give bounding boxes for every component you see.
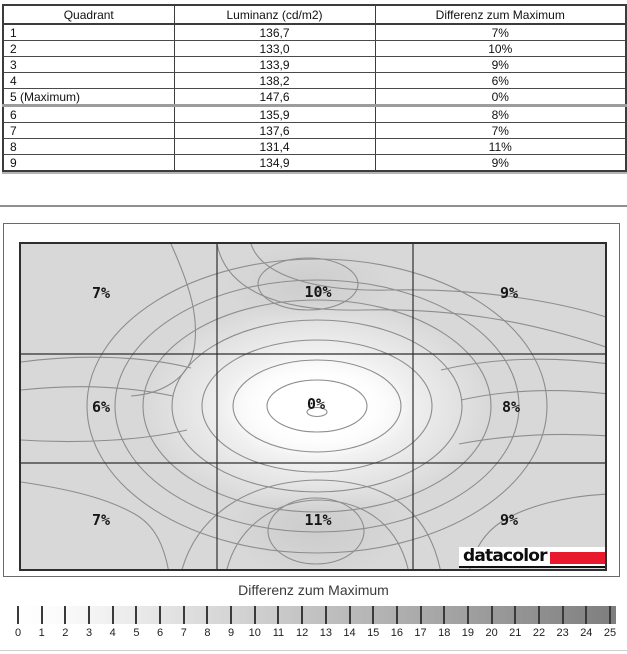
table-header-row [3,5,626,24]
quadrant-cell: 2 [3,41,174,57]
colorbar-tick-label: 20 [485,627,498,639]
luminance-cell: 136,7 [174,24,375,41]
colorbar-tick [349,606,351,624]
colorbar-tick [538,606,540,624]
colorbar-tick [396,606,398,624]
colorbar-tick-label: 3 [85,627,93,639]
diff-cell: 9% [375,155,626,172]
colorbar-tick [206,606,208,624]
luminance-cell: 147,6 [174,89,375,106]
header-quadrant: Quadrant [3,5,174,24]
quadrant-8-diff-label: 11% [304,511,332,529]
header-diff: Differenz zum Maximum [375,5,626,24]
quadrant-cell: 4 [3,73,174,89]
table-row [3,89,626,106]
colorbar-tick [230,606,232,624]
uniformity-table [2,4,627,172]
table-row [3,139,626,155]
colorbar-tick [609,606,611,624]
table-bottom-rule [0,205,627,207]
quadrant-2-diff-label: 10% [304,283,332,301]
colorbar-gradient [12,606,616,624]
luminance-cell: 133,0 [174,41,375,57]
colorbar-tick [112,606,114,624]
table-row [3,73,626,89]
colorbar-tick [420,606,422,624]
diff-cell: 6% [375,73,626,89]
luminance-cell: 133,9 [174,57,375,73]
quadrant-1-diff-label: 7% [91,284,111,302]
luminance-cell: 134,9 [174,155,375,172]
colorbar-tick [135,606,137,624]
quadrant-4-diff-label: 6% [91,398,111,416]
bottom-rule [0,650,627,651]
colorbar-tick [183,606,185,624]
colorbar-tick-label: 6 [157,627,164,639]
colorbar-tick-label: 4 [109,627,116,639]
diff-cell: 11% [375,139,626,155]
colorbar-tick-label: 9 [228,627,235,639]
diff-cell: 7% [375,123,626,139]
colorbar-tick [372,606,374,624]
quadrant-cell: 6 [3,106,174,123]
colorbar-tick-label: 7 [180,627,187,639]
colorbar-tick-label: 15 [367,627,380,639]
colorbar-tick-label: 17 [414,627,427,639]
colorbar-tick-label: 23 [556,627,569,639]
colorbar-tick [88,606,90,624]
colorbar-tick [514,606,516,624]
table-row [3,24,626,41]
colorbar-tick-label: 21 [509,627,522,639]
colorbar-tick [254,606,256,624]
colorbar-tick-label: 0 [14,627,22,639]
quadrant-cell: 8 [3,139,174,155]
colorbar-tick [64,606,66,624]
colorbar-tick [301,606,303,624]
colorbar-tick-label: 18 [438,627,451,639]
colorbar-tick [562,606,564,624]
colorbar-tick [41,606,43,624]
colorbar-tick-label: 24 [580,627,593,639]
colorbar-tick-label: 14 [343,627,356,639]
colorbar-tick-label: 5 [133,627,140,639]
table-row [3,41,626,57]
quadrant-6-diff-label: 8% [501,398,521,416]
colorbar-tick [491,606,493,624]
colorbar-tick-label: 12 [296,627,309,639]
colorbar-tick [467,606,469,624]
colorbar-tick [159,606,161,624]
table-row [3,57,626,73]
datacolor-logo [459,547,607,568]
diff-cell: 10% [375,41,626,57]
colorbar-tick-label: 8 [204,627,211,639]
quadrant-cell: 3 [3,57,174,73]
contour-plot [19,242,607,571]
table-row [3,106,626,123]
diff-cell: 8% [375,106,626,123]
header-luminance: Luminanz (cd/m2) [174,5,375,24]
uniformity-plot-panel [3,223,620,577]
quadrant-3-diff-label: 9% [499,284,519,302]
diff-cell: 9% [375,57,626,73]
luminance-cell: 137,6 [174,123,375,139]
colorbar-title: Differenz zum Maximum [238,582,389,598]
colorbar-tick [277,606,279,624]
datacolor-logo-red-bar [550,552,607,564]
table-row [3,123,626,139]
colorbar-tick-label: 25 [603,627,617,639]
quadrant-cell: 7 [3,123,174,139]
quadrant-9-diff-label: 9% [499,511,519,529]
colorbar-tick [325,606,327,624]
colorbar-tick-label: 22 [532,627,546,639]
luminance-cell: 135,9 [174,106,375,123]
quadrant-5-diff-label: 0% [306,395,326,413]
colorbar-tick [443,606,445,624]
table-row [3,155,626,172]
colorbar-tick [17,606,19,624]
colorbar-tick-label: 16 [390,627,403,639]
luminance-cell: 131,4 [174,139,375,155]
quadrant-cell: 9 [10,156,17,170]
quadrant-cell: 5 (Maximum) [3,89,174,106]
datacolor-logo-text: datacolor [463,546,547,566]
diff-cell: 0% [375,89,626,106]
colorbar-tick-label: 13 [319,627,332,639]
colorbar-tick-label: 11 [272,627,285,639]
colorbar-tick-label: 2 [62,627,69,639]
colorbar-tick-label: 1 [38,627,45,639]
quadrant-7-diff-label: 7% [91,511,111,529]
luminance-cell: 138,2 [174,73,375,89]
quadrant-cell: 1 [3,24,174,41]
diff-cell: 7% [375,24,626,41]
colorbar-tick [585,606,587,624]
colorbar-tick-label: 19 [461,627,475,639]
colorbar-tick-label: 10 [248,627,261,639]
table-body [3,24,626,171]
